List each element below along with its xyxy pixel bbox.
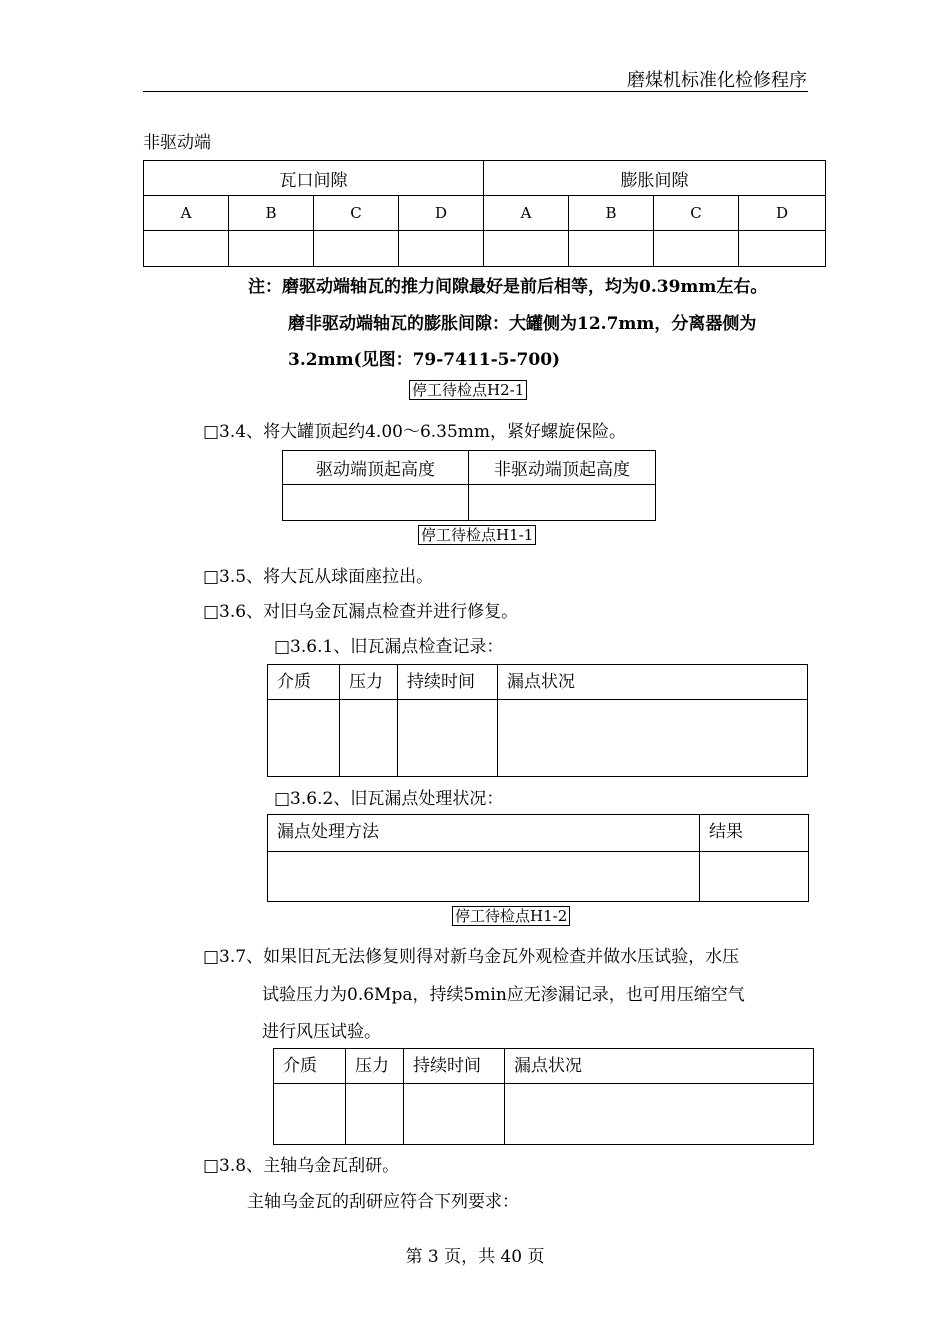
clearance-table	[143, 160, 826, 267]
table-cell[interactable]	[144, 231, 229, 267]
step-3-4: □3.4、将大罐顶起约4.00～6.35mm，紧好螺旋保险。	[203, 422, 627, 442]
table-cell[interactable]	[229, 231, 314, 267]
duration-header: 持续时间	[404, 1049, 505, 1084]
pressure-test-table	[273, 1048, 814, 1145]
leak-treatment-table	[267, 814, 809, 902]
note-line-2: 磨非驱动端轴瓦的膨胀间隙：大罐侧为12.7mm，分离器侧为	[288, 314, 757, 334]
duration-header: 持续时间	[398, 665, 498, 700]
table-cell[interactable]	[404, 1084, 505, 1145]
table-cell[interactable]	[283, 485, 469, 521]
drive-end-lift-header: 驱动端顶起高度	[283, 451, 469, 485]
step-3-8-text: 主轴乌金瓦的刮研应符合下列要求：	[247, 1192, 519, 1212]
sub-header: B	[229, 196, 314, 231]
step-3-8: □3.8、主轴乌金瓦刮研。	[203, 1156, 400, 1176]
hold-point-h1-2: 停工待检点H1-2	[452, 906, 570, 926]
medium-header: 介质	[268, 665, 340, 700]
pressure-header: 压力	[346, 1049, 404, 1084]
treatment-method-header: 漏点处理方法	[268, 815, 700, 852]
sub-header: C	[314, 196, 399, 231]
sub-header: A	[144, 196, 229, 231]
leak-status-header: 漏点状况	[498, 665, 808, 700]
step-3-5: □3.5、将大瓦从球面座拉出。	[203, 567, 434, 587]
table-cell[interactable]	[700, 852, 809, 902]
hold-point-h2-1: 停工待检点H2-1	[409, 380, 527, 400]
table-cell[interactable]	[484, 231, 569, 267]
lift-table	[282, 450, 656, 521]
non-drive-end-lift-header: 非驱动端顶起高度	[469, 451, 656, 485]
result-header: 结果	[700, 815, 809, 852]
table-cell[interactable]	[654, 231, 739, 267]
table-cell[interactable]	[498, 700, 808, 777]
table-cell[interactable]	[398, 700, 498, 777]
table-cell[interactable]	[346, 1084, 404, 1145]
table-cell[interactable]	[274, 1084, 346, 1145]
sub-header: A	[484, 196, 569, 231]
clearance-group-header: 瓦口间隙	[144, 161, 484, 196]
table-cell[interactable]	[340, 700, 398, 777]
note-line-3: 3.2mm(见图：79-7411-5-700)	[288, 350, 561, 370]
medium-header: 介质	[274, 1049, 346, 1084]
sub-header: C	[654, 196, 739, 231]
sub-header: D	[739, 196, 826, 231]
step-3-6-2: □3.6.2、旧瓦漏点处理状况：	[274, 789, 504, 809]
table-cell[interactable]	[314, 231, 399, 267]
step-3-7-line-3: 进行风压试验。	[262, 1022, 381, 1042]
pressure-header: 压力	[340, 665, 398, 700]
expansion-group-header: 膨胀间隙	[484, 161, 826, 196]
table-cell[interactable]	[739, 231, 826, 267]
hold-point-h1-1: 停工待检点H1-1	[418, 525, 536, 545]
leak-status-header: 漏点状况	[505, 1049, 814, 1084]
note-line-1: 注：磨驱动端轴瓦的推力间隙最好是前后相等，均为0.39mm左右。	[248, 277, 768, 297]
leak-inspection-table	[267, 664, 808, 777]
table-cell[interactable]	[569, 231, 654, 267]
table-cell[interactable]	[268, 852, 700, 902]
header-rule	[143, 91, 808, 92]
step-3-6-1: □3.6.1、旧瓦漏点检查记录：	[274, 637, 504, 657]
table-cell[interactable]	[268, 700, 340, 777]
step-3-7-line-2: 试验压力为0.6Mpa，持续5min应无渗漏记录，也可用压缩空气	[262, 985, 745, 1005]
step-3-6: □3.6、对旧乌金瓦漏点检查并进行修复。	[203, 602, 519, 622]
header-title: 磨煤机标准化检修程序	[627, 70, 807, 91]
table-cell[interactable]	[399, 231, 484, 267]
section-label: 非驱动端	[143, 133, 211, 153]
table-cell[interactable]	[505, 1084, 814, 1145]
page-footer: 第 3 页，共 40 页	[405, 1247, 545, 1267]
step-3-7-line-1: □3.7、如果旧瓦无法修复则得对新乌金瓦外观检查并做水压试验，水压	[203, 947, 740, 967]
table-cell[interactable]	[469, 485, 656, 521]
sub-header: D	[399, 196, 484, 231]
sub-header: B	[569, 196, 654, 231]
